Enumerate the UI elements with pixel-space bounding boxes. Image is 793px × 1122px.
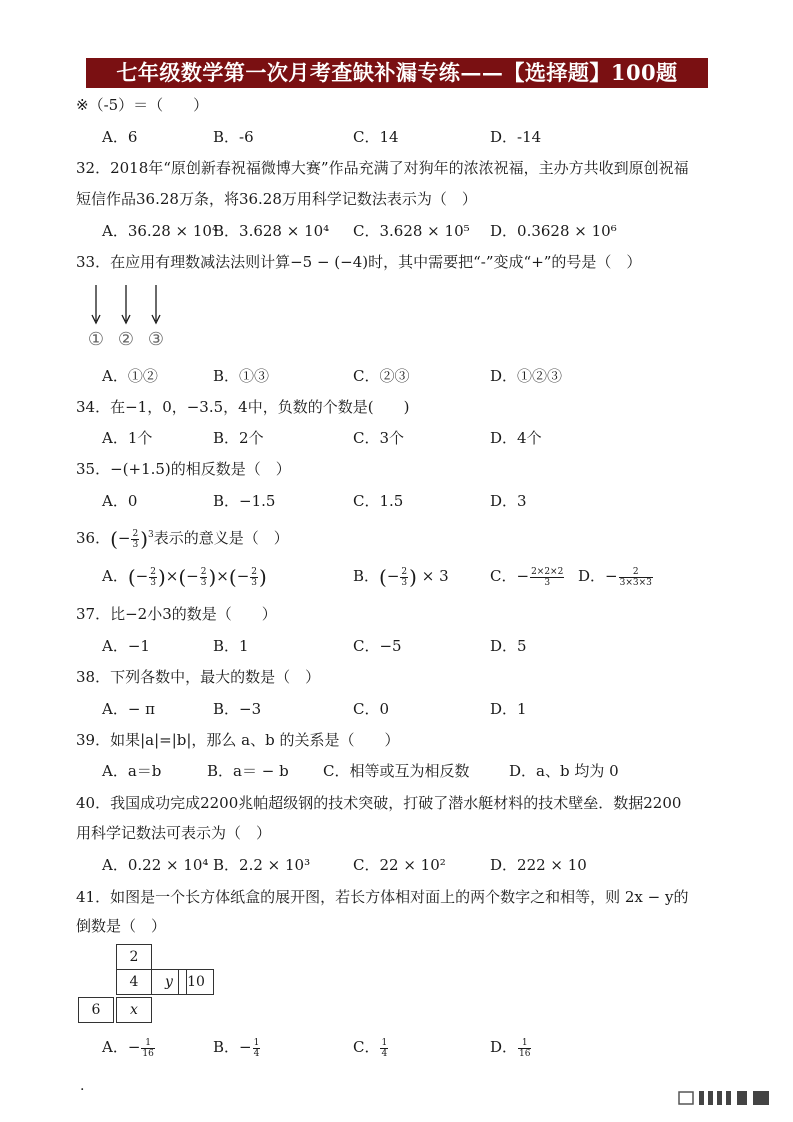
q40-option-a[interactable]: A．0.22 × 10⁴	[102, 856, 209, 874]
net-cell: 10	[178, 969, 214, 995]
question-34-stem: 34．在−1，0，−3.5，4中，负数的个数是( )	[76, 398, 410, 416]
question-31-stem: ※（-5）＝（ ）	[76, 96, 209, 114]
q39-option-c[interactable]: C．相等或互为相反数	[323, 762, 470, 780]
q38-option-b[interactable]: B．−3	[213, 700, 262, 718]
q41-option-b[interactable]: B．− $\frac{1}{4}$	[213, 1037, 260, 1059]
q33-option-c[interactable]: C．②③	[353, 367, 410, 385]
q34-option-d[interactable]: D．4个	[490, 429, 542, 447]
label-2: ②	[117, 329, 135, 350]
watermark-icon	[675, 1088, 775, 1108]
arrow-figure	[80, 283, 180, 353]
box-net-figure	[76, 942, 226, 1026]
q33-option-d[interactable]: D．①②③	[490, 367, 563, 385]
question-37-stem: 37．比−2小3的数是（ ）	[76, 605, 277, 623]
q39-option-b[interactable]: B．a＝ − b	[207, 762, 289, 780]
net-cell: 2	[116, 944, 152, 970]
net-cell: x	[116, 997, 152, 1023]
q41-option-d[interactable]: D． $\frac{1}{16}$	[490, 1037, 531, 1059]
page-title: 七年级数学第一次月考查缺补漏专练——【选择题】100题	[86, 58, 708, 88]
q31-option-a[interactable]: A．6	[102, 128, 138, 146]
question-41-stem-line2: 倒数是（ ）	[76, 917, 167, 935]
q40-option-c[interactable]: C．22 × 10²	[353, 856, 446, 874]
q31-option-d[interactable]: D．-14	[490, 128, 542, 146]
question-38-stem: 38．下列各数中，最大的数是（ ）	[76, 668, 321, 686]
q31-option-c[interactable]: C．14	[353, 128, 399, 146]
q36-option-a[interactable]: A．(− $\frac{2}{3}$ )×(− $\frac{2}{3}$ )×(− $\frac{2}{3}$ )	[102, 565, 267, 589]
q40-option-b[interactable]: B．2.2 × 10³	[213, 856, 311, 874]
q37-option-a[interactable]: A．−1	[102, 637, 150, 655]
q37-option-b[interactable]: B．1	[213, 637, 249, 655]
q36-option-c[interactable]: C．− $\frac{2\times 2\times 2}{3}$	[490, 566, 564, 588]
net-cell: 6	[78, 997, 114, 1023]
q37-option-d[interactable]: D．5	[490, 637, 527, 655]
q36-option-b[interactable]: B．(− $\frac{2}{3}$ ) × 3	[353, 565, 449, 589]
q31-option-b[interactable]: B．-6	[213, 128, 254, 146]
question-40-stem-line1: 40．我国成功完成2200兆帕超级钢的技术突破，打破了潜水艇材料的技术壁垒．数据2200	[76, 794, 682, 812]
question-39-stem: 39．如果|a|=|b|，那么 a、b 的关系是（ ）	[76, 731, 400, 749]
q32-option-d[interactable]: D．0.3628 × 10⁶	[490, 222, 617, 240]
q35-option-d[interactable]: D．3	[490, 492, 527, 510]
question-35-stem: 35．−(+1.5)的相反数是（ ）	[76, 460, 291, 478]
q35-option-b[interactable]: B．−1.5	[213, 492, 276, 510]
q34-option-c[interactable]: C．3个	[353, 429, 405, 447]
q32-option-a[interactable]: A．36.28 × 10⁴	[102, 222, 218, 240]
question-40-stem-line2: 用科学记数法可表示为（ ）	[76, 824, 272, 842]
q36-option-d[interactable]: D．− $\frac{2}{3\times 3\times 3}$	[578, 566, 652, 588]
q38-option-d[interactable]: D．1	[490, 700, 527, 718]
q41-option-c[interactable]: C． $\frac{1}{4}$	[353, 1037, 388, 1059]
q35-option-a[interactable]: A．0	[102, 492, 138, 510]
question-32-stem-line2: 短信作品36.28万条，将36.28万用科学记数法表示为（ ）	[76, 190, 477, 208]
question-41-stem-line1: 41．如图是一个长方体纸盒的展开图，若长方体相对面上的两个数字之和相等，则 2x − y的	[76, 888, 689, 906]
q33-option-b[interactable]: B．①③	[213, 367, 270, 385]
net-cell: 4	[116, 969, 152, 995]
question-36-stem: 36．(− $\frac{2}{3}$ )$^3$表示的意义是（ ）	[76, 527, 289, 551]
q35-option-c[interactable]: C．1.5	[353, 492, 404, 510]
label-3: ③	[147, 329, 165, 350]
q40-option-d[interactable]: D．222 × 10	[490, 856, 587, 874]
q32-option-c[interactable]: C．3.628 × 10⁵	[353, 222, 470, 240]
q32-option-b[interactable]: B．3.628 × 10⁴	[213, 222, 330, 240]
q39-option-d[interactable]: D．a、b 均为 0	[509, 762, 619, 780]
q41-option-a[interactable]: A．− $\frac{1}{16}$	[102, 1037, 154, 1059]
q37-option-c[interactable]: C．−5	[353, 637, 402, 655]
q38-option-c[interactable]: C．0	[353, 700, 390, 718]
q34-option-b[interactable]: B．2个	[213, 429, 264, 447]
trailing-dot: .	[80, 1078, 85, 1094]
question-33-stem: 33．在应用有理数减法法则计算−5 − (−4)时，其中需要把“-”变成“+”的号是（ ）	[76, 253, 642, 271]
q34-option-a[interactable]: A．1个	[102, 429, 153, 447]
net-cell: y	[151, 969, 187, 995]
q38-option-a[interactable]: A．− π	[102, 700, 156, 718]
q33-option-a[interactable]: A．①②	[102, 367, 158, 385]
label-1: ①	[87, 329, 105, 350]
q39-option-a[interactable]: A．a＝b	[102, 762, 162, 780]
question-32-stem-line1: 32．2018年“原创新春祝福微博大赛”作品充满了对狗年的浓浓祝福，主办方共收到原创祝福	[76, 159, 689, 177]
